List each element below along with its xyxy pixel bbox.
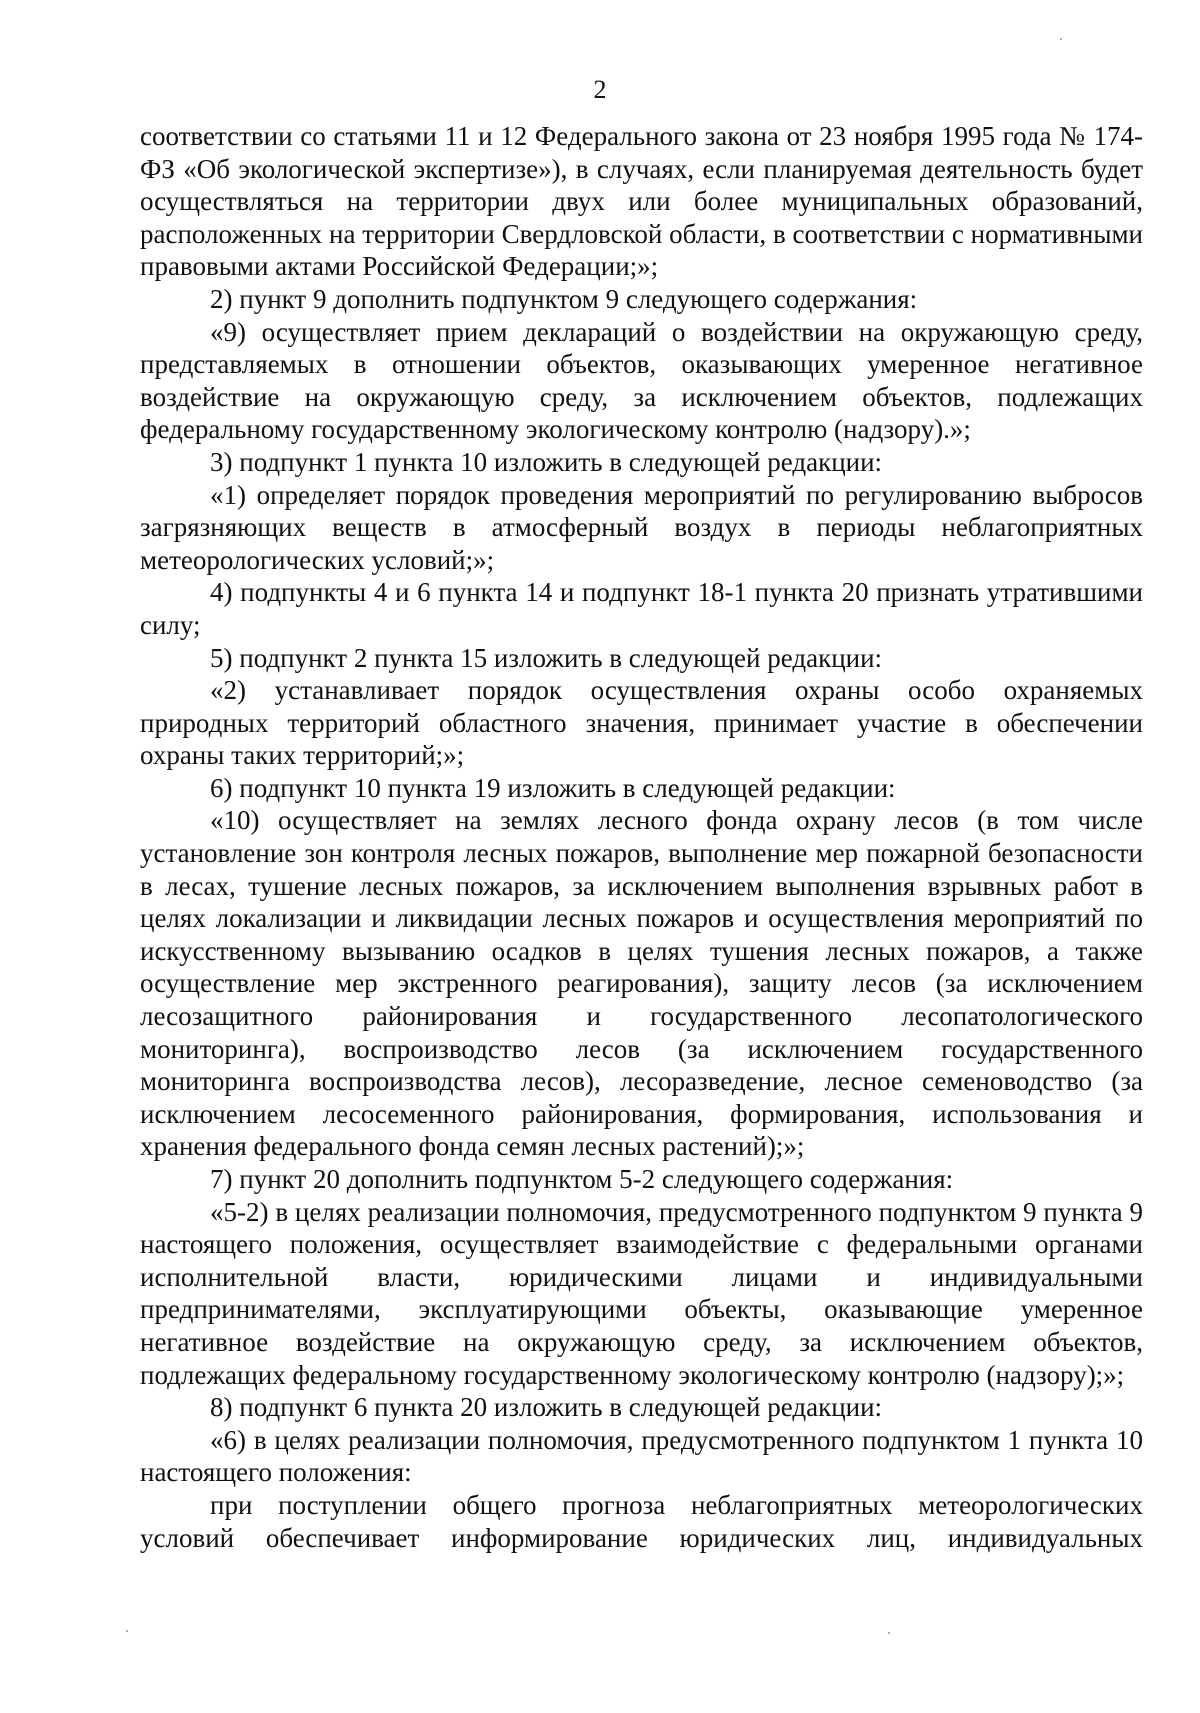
scan-speck — [888, 1632, 890, 1634]
paragraph: 5) подпункт 2 пункта 15 изложить в следующей редакции: — [210, 642, 883, 673]
paragraph: «1) определяет порядок проведения мероприятий по регулированию выбросов загрязняющих веществ в атмосферный воздух в периоды неблагоприятных метеорологических условий;»; — [140, 479, 1143, 575]
scan-speck — [1060, 38, 1062, 40]
paragraph: соответствии со статьями 11 и 12 Федерального закона от 23 ноября 1995 года № 174-ФЗ «Об экологической экспертизе»), в случаях, если планируемая деятельность будет осуществляться на территории двух или более муниципальных образований, расположенных на территории Свердловской области, в соответствии с нормативными правовыми актами Российской Федерации;»; — [140, 121, 1143, 282]
paragraph: «5-2) в целях реализации полномочия, предусмотренного подпунктом 9 пункта 9 настоящего положения, осуществляет взаимодействие с федеральными органами исполнительной власти, юридическими лицами и индивидуальными предпринимателями, эксплуатирующими объекты, оказывающие умеренное негативное воздействие на окружающую среду, за исключением объектов, подлежащих федеральному государственному экологическому контролю (надзору);»; — [140, 1196, 1143, 1390]
paragraph: 3) подпункт 1 пункта 10 изложить в следующей редакции: — [210, 446, 883, 477]
paragraph: 6) подпункт 10 пункта 19 изложить в следующей редакции: — [210, 772, 896, 803]
paragraph: 7) пункт 20 дополнить подпунктом 5-2 следующего содержания: — [210, 1164, 954, 1194]
paragraph: 8) подпункт 6 пункта 20 изложить в следующей редакции: — [210, 1392, 883, 1423]
page-number: 2 — [593, 75, 607, 104]
paragraph: «6) в целях реализации полномочия, предусмотренного подпунктом 1 пункта 10 настоящего положения: — [140, 1424, 1143, 1488]
paragraph: 4) подпункты 4 и 6 пункта 14 и подпункт 18-1 пункта 20 признать утратившими силу; — [140, 577, 1143, 640]
paragraph: «2) устанавливает порядок осуществления охраны особо охраняемых природных территорий областного значения, принимает участие в обеспечении охраны таких территорий;»; — [140, 675, 1143, 771]
scan-speck — [126, 1630, 128, 1632]
paragraph: при поступлении общего прогноза неблагоприятных метеорологических условий обеспечивает информирование юридических лиц, индивидуальных — [140, 1489, 1143, 1553]
document-body — [140, 120, 1143, 1554]
paragraph: «10) осуществляет на землях лесного фонда охрану лесов (в том числе установление зон контроля лесных пожаров, выполнение мер пожарной безопасности в лесах, тушение лесных пожаров, за исключением выполнения взрывных работ в целях локализации и ликвидации лесных пожаров и осуществления мероприятий по искусственному вызыванию осадков в целях тушения лесных пожаров, а также осуществление мер экстренного реагирования), защиту лесов (за исключением лесозащитного районирования и государственного лесопатологического мониторинга), воспроизводство лесов (за исключением государственного мониторинга воспроизводства лесов), лесоразведение, лесное семеноводство (за исключением лесосеменного районирования, формирования, использования и хранения федерального фонда семян лесных растений);»; — [140, 805, 1143, 1162]
paragraph: 2) пункт 9 дополнить подпунктом 9 следующего содержания: — [210, 283, 918, 314]
paragraph: «9) осуществляет прием деклараций о воздействии на окружающую среду, представляемых в отношении объектов, оказывающих умеренное негативное воздействие на окружающую среду, за исключением объектов, подлежащих федеральному государственному экологическому контролю (надзору).»; — [140, 316, 1143, 445]
